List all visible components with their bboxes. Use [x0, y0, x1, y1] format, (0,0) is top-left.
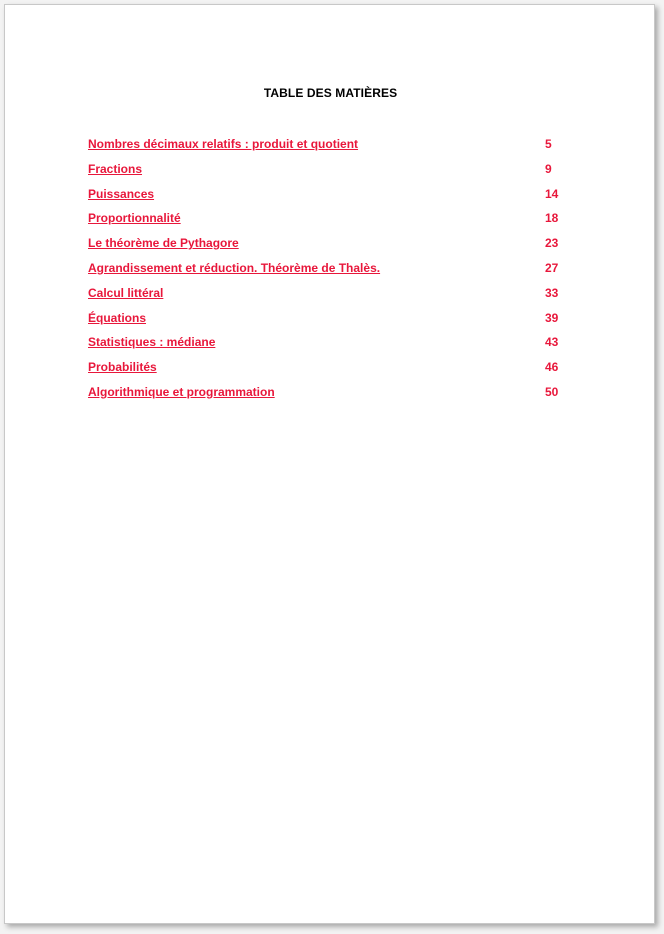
toc-entry — [88, 260, 568, 285]
toc-entry — [88, 210, 568, 235]
toc-entry — [88, 186, 568, 211]
toc-link[interactable]: Fractions — [88, 161, 143, 176]
toc-link[interactable]: Statistiques : médiane — [88, 335, 216, 350]
toc-page-number: 43 — [545, 335, 559, 350]
toc-entry — [88, 285, 568, 310]
toc-page-number: 46 — [545, 360, 559, 375]
toc-link[interactable]: Calcul littéral — [88, 285, 164, 300]
toc-page-number: 39 — [545, 310, 559, 325]
toc-entry — [88, 136, 568, 161]
toc-entry — [88, 235, 568, 260]
toc-link[interactable]: Le théorème de Pythagore — [88, 236, 239, 251]
toc-entry — [88, 334, 568, 359]
toc-entry — [88, 359, 568, 384]
toc-page-number: 5 — [545, 137, 552, 151]
toc-page-number: 50 — [545, 384, 559, 399]
toc-page-number: 33 — [545, 285, 559, 300]
document-page — [4, 4, 655, 924]
toc-link[interactable]: Proportionnalité — [88, 211, 181, 226]
toc-link[interactable]: Agrandissement et réduction. Théorème de Thalès. — [88, 260, 381, 275]
toc-page-number: 14 — [545, 186, 559, 201]
toc-link[interactable]: Nombres décimaux relatifs : produit et quotient — [88, 137, 359, 151]
toc-link[interactable]: Puissances — [88, 186, 155, 201]
toc-title: TABLE DES MATIÈRES — [263, 86, 398, 100]
toc-link[interactable]: Algorithmique et programmation — [88, 384, 275, 399]
toc-entry — [88, 310, 568, 335]
toc-link[interactable]: Probabilités — [88, 360, 157, 375]
toc-entry — [88, 161, 568, 186]
toc-page-number: 18 — [545, 211, 559, 226]
toc-entry — [88, 384, 568, 409]
toc-link[interactable]: Équations — [88, 310, 147, 325]
toc-page-number: 27 — [545, 260, 559, 275]
toc-page-number: 9 — [545, 161, 552, 176]
toc-list — [88, 136, 568, 409]
toc-page-number: 23 — [545, 236, 559, 251]
